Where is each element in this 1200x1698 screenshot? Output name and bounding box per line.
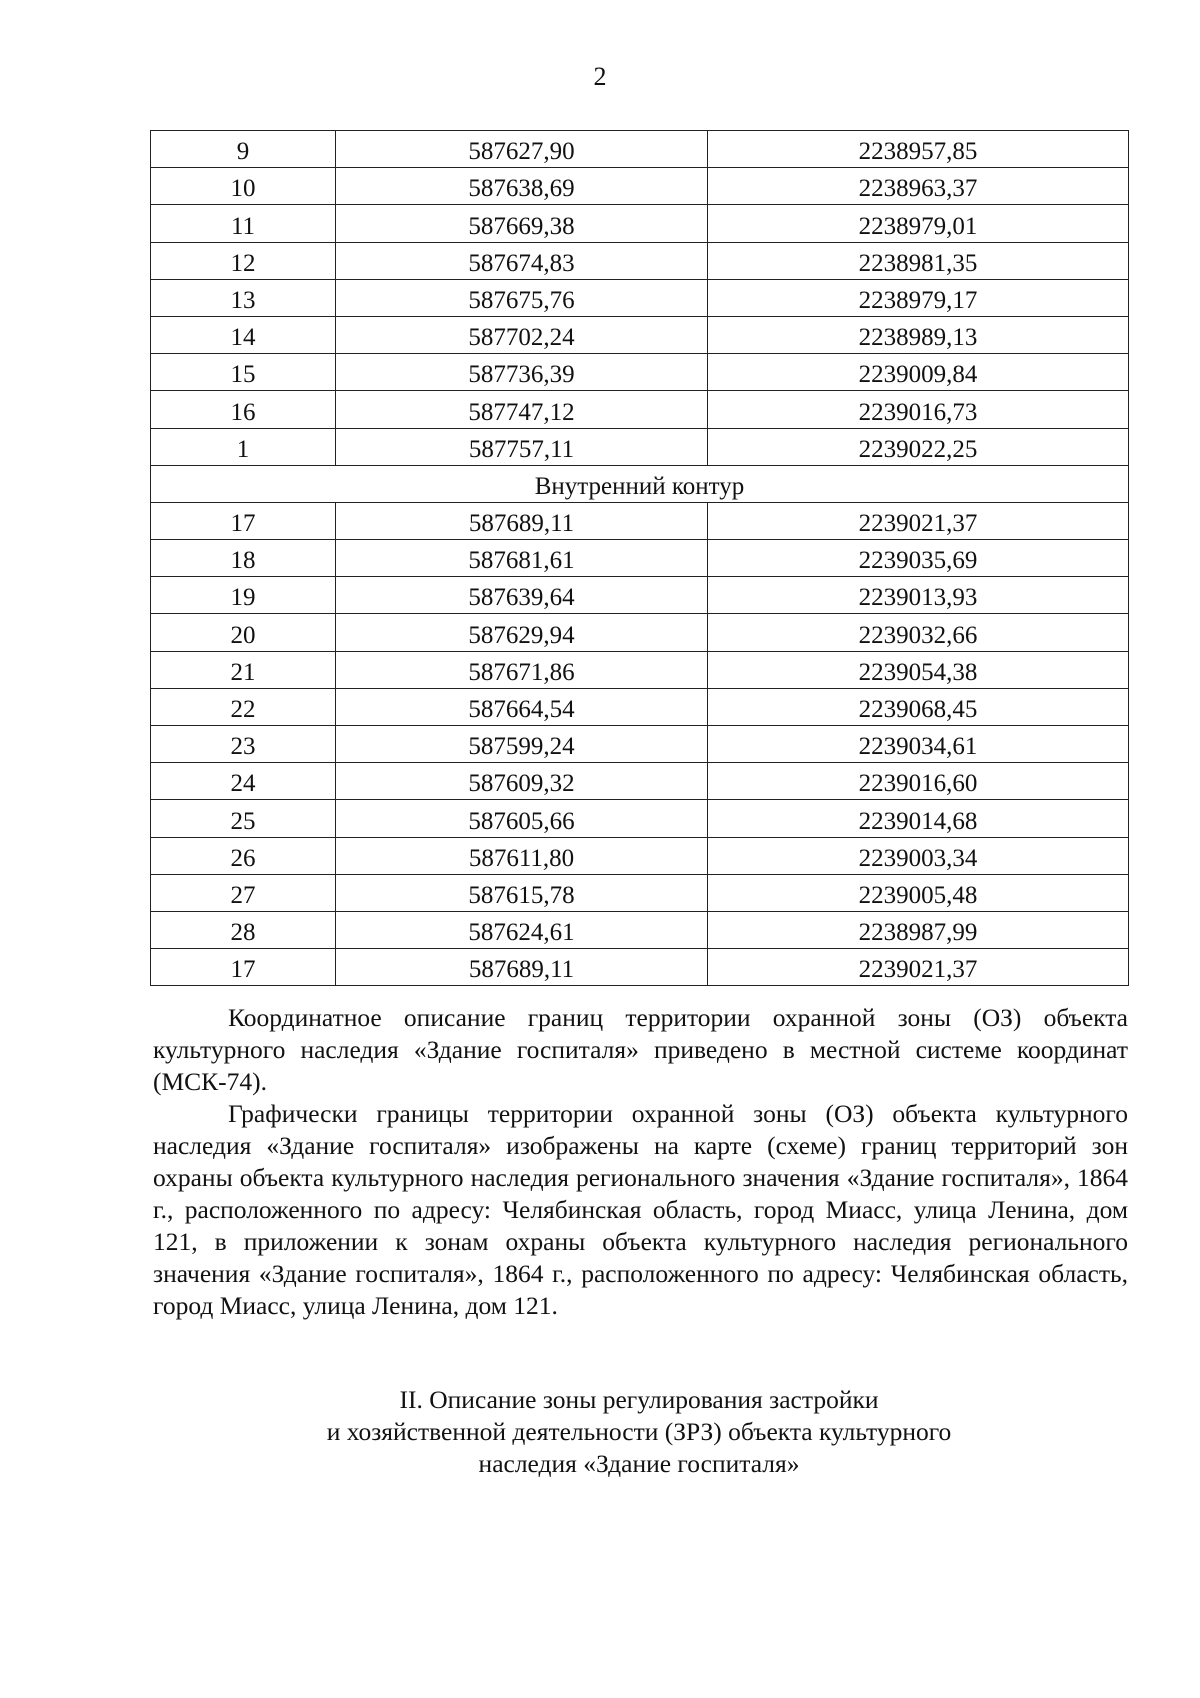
y-coordinate-cell: 2238987,99 bbox=[708, 911, 1129, 948]
section-heading-line-3: наследия «Здание госпиталя» bbox=[478, 1449, 800, 1478]
graphic-boundaries-paragraph bbox=[153, 1098, 1128, 1322]
point-number-cell: 20 bbox=[151, 614, 336, 651]
y-coordinate-cell: 2239014,68 bbox=[708, 800, 1129, 837]
x-coordinate-cell: 587629,94 bbox=[336, 614, 708, 651]
point-number-cell: 16 bbox=[151, 391, 336, 428]
x-coordinate-cell: 587671,86 bbox=[336, 651, 708, 688]
table-row bbox=[151, 874, 1129, 911]
point-number-cell: 14 bbox=[151, 316, 336, 353]
table-row bbox=[151, 800, 1129, 837]
y-coordinate-cell: 2239021,37 bbox=[708, 502, 1129, 539]
section-heading-line-2: и хозяйственной деятельности (ЗРЗ) объекта культурного bbox=[326, 1417, 952, 1446]
x-coordinate-cell: 587675,76 bbox=[336, 279, 708, 316]
x-coordinate-cell: 587747,12 bbox=[336, 391, 708, 428]
table-row bbox=[151, 837, 1129, 874]
table-row bbox=[151, 614, 1129, 651]
point-number-cell: 10 bbox=[151, 168, 336, 205]
point-number-cell: 13 bbox=[151, 279, 336, 316]
x-coordinate-cell: 587624,61 bbox=[336, 911, 708, 948]
table-row bbox=[151, 131, 1129, 168]
y-coordinate-cell: 2239005,48 bbox=[708, 874, 1129, 911]
x-coordinate-cell: 587689,11 bbox=[336, 502, 708, 539]
x-coordinate-cell: 587757,11 bbox=[336, 428, 708, 465]
y-coordinate-cell: 2239009,84 bbox=[708, 354, 1129, 391]
point-number-cell: 19 bbox=[151, 577, 336, 614]
y-coordinate-cell: 2239016,73 bbox=[708, 391, 1129, 428]
table-row bbox=[151, 577, 1129, 614]
table-row bbox=[151, 540, 1129, 577]
table-row bbox=[151, 726, 1129, 763]
table-row bbox=[151, 949, 1129, 986]
x-coordinate-cell: 587674,83 bbox=[336, 242, 708, 279]
x-coordinate-cell: 587664,54 bbox=[336, 688, 708, 725]
x-coordinate-cell: 587639,64 bbox=[336, 577, 708, 614]
x-coordinate-cell: 587615,78 bbox=[336, 874, 708, 911]
y-coordinate-cell: 2239022,25 bbox=[708, 428, 1129, 465]
y-coordinate-cell: 2238957,85 bbox=[708, 131, 1129, 168]
x-coordinate-cell: 587627,90 bbox=[336, 131, 708, 168]
table-row bbox=[151, 911, 1129, 948]
table-row-section bbox=[151, 465, 1129, 502]
paragraph-graphic-boundaries: Графически границы территории охранной зоны (ОЗ) объекта культурного наследия «Здание госпиталя» изображены на карте (схеме) границ территорий зон охраны объекта культурного наследия регионального значения «Здание госпиталя», 1864 г., расположенного по адресу: Челябинская область, город Миасс, улица Ленина, дом 121, в приложении к зонам охраны объекта культурного наследия регионального значения «Здание госпиталя», 1864 г., расположенного по адресу: Челябинская область, город Миасс, улица Ленина, дом 121. bbox=[153, 1099, 1128, 1320]
coordinates-table-body bbox=[151, 131, 1129, 986]
y-coordinate-cell: 2239054,38 bbox=[708, 651, 1129, 688]
table-row bbox=[151, 502, 1129, 539]
point-number-cell: 22 bbox=[151, 688, 336, 725]
table-row bbox=[151, 391, 1129, 428]
x-coordinate-cell: 587669,38 bbox=[336, 205, 708, 242]
x-coordinate-cell: 587605,66 bbox=[336, 800, 708, 837]
y-coordinate-cell: 2239035,69 bbox=[708, 540, 1129, 577]
section-heading bbox=[150, 1384, 1128, 1480]
x-coordinate-cell: 587638,69 bbox=[336, 168, 708, 205]
point-number-cell: 11 bbox=[151, 205, 336, 242]
table-row bbox=[151, 763, 1129, 800]
point-number-cell: 27 bbox=[151, 874, 336, 911]
y-coordinate-cell: 2239034,61 bbox=[708, 726, 1129, 763]
inner-contour-label: Внутренний контур bbox=[151, 465, 1129, 502]
point-number-cell: 25 bbox=[151, 800, 336, 837]
point-number-cell: 18 bbox=[151, 540, 336, 577]
point-number-cell: 15 bbox=[151, 354, 336, 391]
x-coordinate-cell: 587681,61 bbox=[336, 540, 708, 577]
point-number-cell: 12 bbox=[151, 242, 336, 279]
y-coordinate-cell: 2239016,60 bbox=[708, 763, 1129, 800]
y-coordinate-cell: 2239003,34 bbox=[708, 837, 1129, 874]
y-coordinate-cell: 2239068,45 bbox=[708, 688, 1129, 725]
x-coordinate-cell: 587611,80 bbox=[336, 837, 708, 874]
table-row bbox=[151, 354, 1129, 391]
point-number-cell: 17 bbox=[151, 502, 336, 539]
x-coordinate-cell: 587599,24 bbox=[336, 726, 708, 763]
coordinate-description-paragraph bbox=[153, 1002, 1128, 1098]
y-coordinate-cell: 2239013,93 bbox=[708, 577, 1129, 614]
table-row bbox=[151, 279, 1129, 316]
x-coordinate-cell: 587702,24 bbox=[336, 316, 708, 353]
page-number: 2 bbox=[593, 62, 607, 91]
table-row bbox=[151, 651, 1129, 688]
x-coordinate-cell: 587689,11 bbox=[336, 949, 708, 986]
point-number-cell: 21 bbox=[151, 651, 336, 688]
point-number-cell: 9 bbox=[151, 131, 336, 168]
point-number-cell: 1 bbox=[151, 428, 336, 465]
table-row bbox=[151, 205, 1129, 242]
point-number-cell: 24 bbox=[151, 763, 336, 800]
point-number-cell: 28 bbox=[151, 911, 336, 948]
y-coordinate-cell: 2238979,17 bbox=[708, 279, 1129, 316]
x-coordinate-cell: 587736,39 bbox=[336, 354, 708, 391]
y-coordinate-cell: 2238981,35 bbox=[708, 242, 1129, 279]
coordinates-table bbox=[150, 130, 1129, 986]
point-number-cell: 17 bbox=[151, 949, 336, 986]
y-coordinate-cell: 2238963,37 bbox=[708, 168, 1129, 205]
point-number-cell: 23 bbox=[151, 726, 336, 763]
section-heading-line-1: II. Описание зоны регулирования застройки bbox=[399, 1385, 879, 1414]
x-coordinate-cell: 587609,32 bbox=[336, 763, 708, 800]
paragraph-coordinate-system: Координатное описание границ территории охранной зоны (ОЗ) объекта культурного наследия «Здание госпиталя» приведено в местной системе координат (МСК-74). bbox=[153, 1003, 1128, 1096]
table-row bbox=[151, 168, 1129, 205]
y-coordinate-cell: 2239032,66 bbox=[708, 614, 1129, 651]
table-row bbox=[151, 316, 1129, 353]
table-row bbox=[151, 242, 1129, 279]
y-coordinate-cell: 2239021,37 bbox=[708, 949, 1129, 986]
table-row bbox=[151, 688, 1129, 725]
point-number-cell: 26 bbox=[151, 837, 336, 874]
table-row bbox=[151, 428, 1129, 465]
y-coordinate-cell: 2238989,13 bbox=[708, 316, 1129, 353]
y-coordinate-cell: 2238979,01 bbox=[708, 205, 1129, 242]
